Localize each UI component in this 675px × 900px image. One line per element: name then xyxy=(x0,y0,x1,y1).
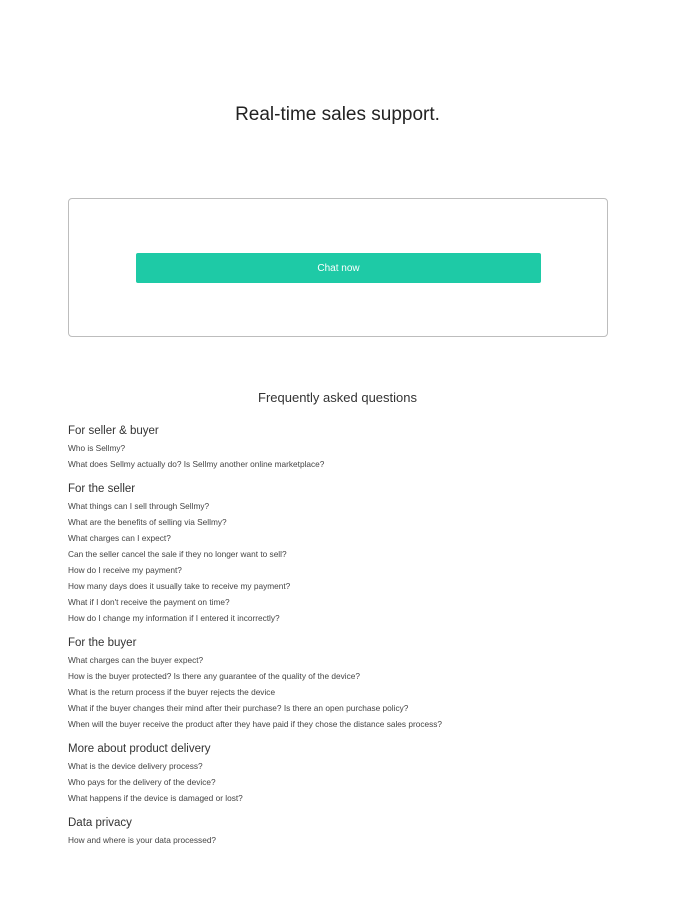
faq-section xyxy=(68,814,628,848)
faq-question-link[interactable]: What are the benefits of selling via Sellmy? xyxy=(68,517,227,527)
faq-question-link[interactable]: What is the device delivery process? xyxy=(68,761,203,771)
faq-section xyxy=(68,634,628,732)
page-title: Real-time sales support. xyxy=(235,104,440,125)
faq-question-link[interactable]: Who pays for the delivery of the device? xyxy=(68,777,216,787)
faq-section xyxy=(68,480,628,626)
faq-question-link[interactable]: How do I receive my payment? xyxy=(68,565,182,575)
faq-question-link[interactable]: Who is Sellmy? xyxy=(68,443,126,453)
faq-question-link[interactable]: How is the buyer protected? Is there any guarantee of the quality of the device? xyxy=(68,671,360,681)
faq-title: Frequently asked questions xyxy=(258,390,417,405)
faq-section-heading: For seller & buyer xyxy=(68,425,159,437)
faq-section-heading: More about product delivery xyxy=(68,743,211,755)
faq-question-link[interactable]: How and where is your data processed? xyxy=(68,835,217,845)
faq-list xyxy=(68,422,628,856)
faq-question-link[interactable]: What charges can I expect? xyxy=(68,533,171,543)
faq-section-heading: For the buyer xyxy=(68,637,137,649)
faq-section xyxy=(68,422,628,472)
faq-question-link[interactable]: How many days does it usually take to receive my payment? xyxy=(68,581,291,591)
faq-question-link[interactable]: When will the buyer receive the product after they have paid if they chose the distance sales process? xyxy=(68,719,443,729)
faq-question-link[interactable]: How do I change my information if I entered it incorrectly? xyxy=(68,613,280,623)
faq-question-link[interactable]: What if the buyer changes their mind after their purchase? Is there an open purchase policy? xyxy=(68,703,409,713)
faq-question-link[interactable]: What happens if the device is damaged or lost? xyxy=(68,793,243,803)
faq-section-heading: Data privacy xyxy=(68,817,132,829)
chat-card xyxy=(68,198,608,337)
faq-section-heading: For the seller xyxy=(68,483,136,495)
faq-question-link[interactable]: Can the seller cancel the sale if they no longer want to sell? xyxy=(68,549,287,559)
faq-question-link[interactable]: What if I don't receive the payment on time? xyxy=(68,597,230,607)
chat-now-button[interactable]: Chat now xyxy=(136,253,541,283)
faq-question-link[interactable]: What is the return process if the buyer rejects the device xyxy=(68,687,276,697)
faq-question-link[interactable]: What does Sellmy actually do? Is Sellmy another online marketplace? xyxy=(68,459,325,469)
faq-question-link[interactable]: What charges can the buyer expect? xyxy=(68,655,204,665)
faq-question-link[interactable]: What things can I sell through Sellmy? xyxy=(68,501,210,511)
faq-section xyxy=(68,740,628,806)
